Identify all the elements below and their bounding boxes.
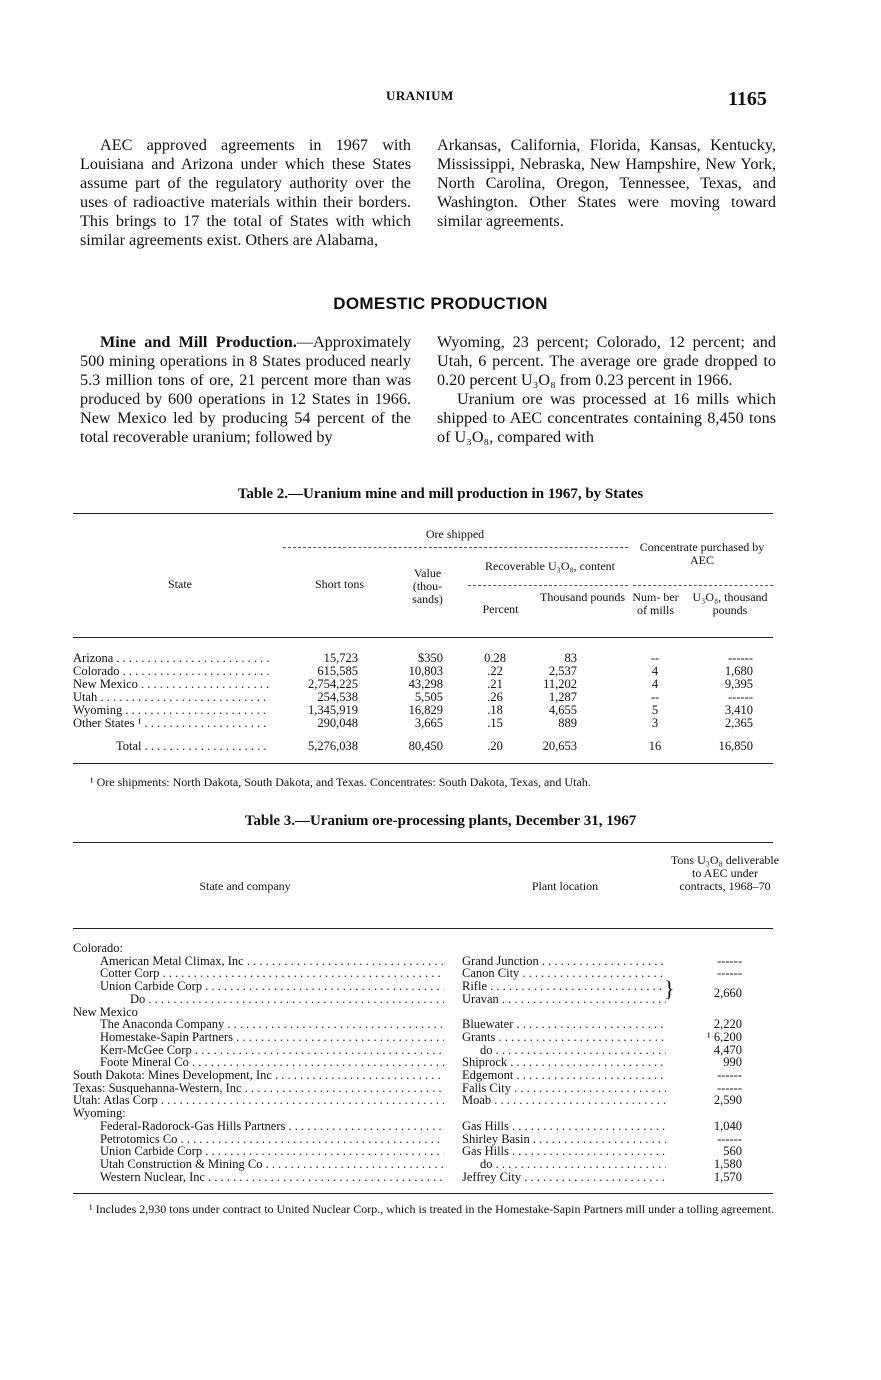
- table3-location-cell: Grand Junction . . .: [462, 955, 666, 968]
- table2-value-cell: 16,829: [408, 703, 443, 717]
- table3-company-cell: Union Carbide Corp . . .: [100, 1145, 444, 1158]
- table2-percent-cell: .26: [487, 690, 503, 704]
- table3-company-cell: South Dakota: Mines Development, Inc . . .: [73, 1069, 444, 1082]
- table3-location-cell: do . . .: [480, 1158, 666, 1171]
- table2-percent-cell: .15: [487, 716, 503, 730]
- table2-pounds-cell: 11,202: [543, 677, 577, 691]
- table2-pounds-cell: 4,655: [548, 703, 577, 717]
- table3-location-cell: Canon City . . .: [462, 967, 666, 980]
- table2-state-cell: Arizona . . .: [73, 652, 270, 665]
- table3-company-cell: Kerr-McGee Corp . . .: [100, 1044, 444, 1057]
- table2-u3o8-cell: 9,395: [724, 677, 753, 691]
- table2-tons-cell: 254,538: [317, 690, 358, 704]
- table2-value-cell: $350: [418, 651, 443, 665]
- table3-company-cell: Texas: Susquehanna-Western, Inc . . .: [73, 1082, 444, 1095]
- table2-value-cell: 80,450: [408, 739, 443, 753]
- table2-header-concentrate: Concentrate purchased by AEC: [639, 540, 765, 567]
- production-left-column: [80, 333, 411, 447]
- table2-state-cell: Wyoming . . .: [73, 704, 270, 717]
- table2-pounds-cell: 2,537: [548, 664, 577, 678]
- table2-mills-cell: --: [650, 690, 660, 704]
- table2-bottom-rule: [73, 763, 773, 764]
- intro-left-column: [80, 136, 411, 250]
- table3-bracket-value: 2,660: [713, 986, 742, 1000]
- table3-header-company: State and company: [199, 879, 291, 893]
- table3-tons-cell: 4,470: [713, 1043, 742, 1057]
- table3-location-cell: Grants . . .: [462, 1031, 666, 1044]
- table2-pounds-cell: 889: [558, 716, 577, 730]
- table2-mills-cell: --: [650, 651, 660, 665]
- table3-company-cell: Do . . .: [130, 993, 444, 1006]
- table2-total-label: Total . . .: [116, 740, 270, 753]
- table3-location-cell: Shiprock . . .: [462, 1056, 666, 1069]
- table2-u3o8-cell: 3,410: [724, 703, 753, 717]
- table2-state-cell: Other States ¹ . . .: [73, 717, 270, 730]
- table3-tons-cell: ------: [717, 1081, 742, 1095]
- table2-ore-rule: [283, 547, 628, 548]
- table3-location-cell: Gas Hills . . .: [462, 1145, 666, 1158]
- section-title: DOMESTIC PRODUCTION: [333, 294, 548, 313]
- table3-tons-cell: ¹ 6,200: [707, 1030, 742, 1044]
- table2-concentrate-rule: [633, 585, 773, 586]
- table3-header-rule: [73, 928, 773, 929]
- table2-u3o8-cell: 2,365: [724, 716, 753, 730]
- table2-percent-cell: .18: [487, 703, 503, 717]
- table2-pounds-cell: 20,653: [542, 739, 577, 753]
- table3-company-cell: New Mexico: [73, 1005, 138, 1019]
- page-number: 1165: [728, 88, 767, 110]
- table2-u3o8-cell: 16,850: [718, 739, 753, 753]
- table2-percent-cell: .20: [487, 739, 503, 753]
- table3-header-tons: Tons U₃O₈ deliverable to AEC under contracts, 1968–70: [670, 853, 780, 893]
- table3-footnote: ¹ Includes 2,930 tons under contract to United Nuclear Corp., which is treated in the Homestake-Sapin Partners mill under a tolling agreement.: [89, 1202, 775, 1216]
- production-right-text-2: Uranium ore was processed at 16 mills which shipped to AEC concentrates containing 8,450 tons of U₃O₈, compared with: [437, 390, 776, 446]
- table2-value-cell: 5,505: [414, 690, 443, 704]
- table3-tons-cell: 1,570: [713, 1170, 742, 1184]
- table2-header-ore-shipped: Ore shipped: [425, 527, 485, 541]
- table2-recoverable-rule: [468, 585, 628, 586]
- table2-title: Table 2.—Uranium mine and mill production in 1967, by States: [237, 486, 644, 502]
- table2-header-u3o8: U₃O₈, thousand pounds: [692, 590, 768, 617]
- table3-company-cell: American Metal Climax, Inc . . .: [100, 955, 444, 968]
- table2-header-value: Value (thou- sands): [412, 566, 443, 606]
- table3-location-cell: Edgemont . . .: [462, 1069, 666, 1082]
- table3-company-cell: Homestake-Sapin Partners . . .: [100, 1031, 444, 1044]
- table3-bottom-rule: [73, 1193, 773, 1194]
- table2-u3o8-cell: 1,680: [724, 664, 753, 678]
- table2-value-cell: 3,665: [414, 716, 443, 730]
- table3-tons-cell: ------: [717, 966, 742, 980]
- table2-header-rule: [73, 637, 773, 638]
- table2-tons-cell: 290,048: [317, 716, 358, 730]
- intro-left-text: AEC approved agreements in 1967 with Louisiana and Arizona under which these States assume part of the regulatory authority over the uses of radioactive materials within their borders. This brings to 17 the total of States with which similar agreements exist. Others are Alabama,: [80, 136, 411, 249]
- table2-header-short-tons: Short tons: [314, 577, 364, 591]
- table2-header-percent: Percent: [482, 602, 519, 616]
- table2-header-thousand-pounds: Thousand pounds: [540, 590, 625, 604]
- table3-company-cell: The Anaconda Company . . .: [100, 1018, 444, 1031]
- table3-company-cell: Federal-Radorock-Gas Hills Partners . . .: [100, 1120, 444, 1133]
- table3-title: Table 3.—Uranium ore-processing plants, December 31, 1967: [244, 813, 637, 829]
- table2-header-state: State: [168, 577, 192, 591]
- table2-tons-cell: 2,754,225: [308, 677, 358, 691]
- table3-company-cell: Foote Mineral Co . . .: [100, 1056, 444, 1069]
- table2-tons-cell: 5,276,038: [308, 739, 358, 753]
- table3-location-cell: do . . .: [480, 1044, 666, 1057]
- table2-tons-cell: 1,345,919: [308, 703, 358, 717]
- table2-u3o8-cell: ------: [728, 651, 753, 665]
- table2-mills-cell: 5: [651, 703, 659, 717]
- table2-state-cell: Colorado . . .: [73, 665, 270, 678]
- table3-header-location: Plant location: [531, 879, 599, 893]
- table2-percent-cell: .22: [487, 664, 503, 678]
- table3-tons-cell: 560: [723, 1144, 742, 1158]
- table2-tons-cell: 615,585: [317, 664, 358, 678]
- table2-tons-cell: 15,723: [323, 651, 358, 665]
- table3-company-cell: Western Nuclear, Inc . . .: [100, 1171, 444, 1184]
- table3-top-rule: [73, 842, 773, 843]
- production-left-paragraph: [80, 333, 411, 447]
- table3-company-cell: Wyoming:: [73, 1106, 126, 1120]
- table3-tons-cell: 2,220: [713, 1017, 742, 1031]
- intro-right-column: [437, 136, 776, 231]
- table2-value-cell: 10,803: [408, 664, 443, 678]
- table2-percent-cell: 0.28: [484, 651, 506, 665]
- table2-top-rule: [73, 513, 773, 514]
- table2-state-cell: Utah . . .: [73, 691, 270, 704]
- table2-u3o8-cell: ------: [728, 690, 753, 704]
- table2-header-recoverable: Recoverable U₃O₈, content: [485, 559, 615, 573]
- table2-mills-cell: 3: [651, 716, 659, 730]
- table2-mills-cell: 16: [648, 739, 662, 753]
- table3-location-cell: Uravan . . .: [462, 993, 666, 1006]
- production-heading: Mine and Mill Production.: [100, 333, 297, 351]
- table3-tons-cell: ------: [717, 1132, 742, 1146]
- production-right-text-1: Wyoming, 23 percent; Colorado, 12 percent; and Utah, 6 percent. The average ore grade dropped to 0.20 percent U₃O₈ from 0.23 percent in 1966.: [437, 333, 776, 389]
- running-header-title: URANIUM: [386, 88, 454, 103]
- table2-pounds-cell: 1,287: [548, 690, 577, 704]
- production-right-column: [437, 333, 776, 447]
- table3-company-cell: Cotter Corp . . .: [100, 967, 444, 980]
- table2-mills-cell: 4: [651, 677, 659, 691]
- table2-value-cell: 43,298: [408, 677, 443, 691]
- table3-company-cell: Utah: Atlas Corp . . .: [73, 1094, 444, 1107]
- table3-location-cell: Rifle . . .: [462, 980, 666, 993]
- table3-company-cell: Colorado:: [73, 941, 123, 955]
- table2-percent-cell: .21: [487, 677, 503, 691]
- table3-location-cell: Shirley Basin . . .: [462, 1133, 666, 1146]
- table3-tons-cell: 1,040: [713, 1119, 742, 1133]
- production-left-text: —Approximately 500 mining operations in 8 States produced nearly 5.3 million tons of ore, 21 percent more than was produced by 600 operations in 12 States in 1966. New Mexico led by producing 54 percent of the total recoverable uranium; followed by: [80, 333, 411, 446]
- table3-bracket: }: [664, 976, 675, 1001]
- table3-company-cell: Petrotomics Co . . .: [100, 1133, 444, 1146]
- table2-pounds-cell: 83: [564, 651, 577, 665]
- table3-tons-cell: ------: [717, 1068, 742, 1082]
- table3-location-cell: Jeffrey City . . .: [462, 1171, 666, 1184]
- table3-tons-cell: 990: [723, 1055, 742, 1069]
- table3-tons-cell: ------: [717, 954, 742, 968]
- table3-location-cell: Moab . . .: [462, 1094, 666, 1107]
- table3-location-cell: Gas Hills . . .: [462, 1120, 666, 1133]
- table3-tons-cell: 1,580: [713, 1157, 742, 1171]
- table2-state-cell: New Mexico . . .: [73, 678, 270, 691]
- table2-mills-cell: 4: [651, 664, 659, 678]
- table3-location-cell: Bluewater . . .: [462, 1018, 666, 1031]
- table3-tons-cell: 2,590: [713, 1093, 742, 1107]
- table2-header-mills: Num- ber of mills: [632, 590, 679, 617]
- table3-location-cell: Falls City . . .: [462, 1082, 666, 1095]
- table2-footnote: ¹ Ore shipments: North Dakota, South Dakota, and Texas. Concentrates: South Dakota, Texas, and Utah.: [90, 775, 591, 789]
- table3-company-cell: Utah Construction & Mining Co . . .: [100, 1158, 444, 1171]
- table3-company-cell: Union Carbide Corp . . .: [100, 980, 444, 993]
- intro-right-text: Arkansas, California, Florida, Kansas, Kentucky, Mississippi, Nebraska, New Hampshire, New York, North Carolina, Oregon, Tennessee, Texas, and Washington. Other States were moving toward similar agreements.: [437, 136, 776, 230]
